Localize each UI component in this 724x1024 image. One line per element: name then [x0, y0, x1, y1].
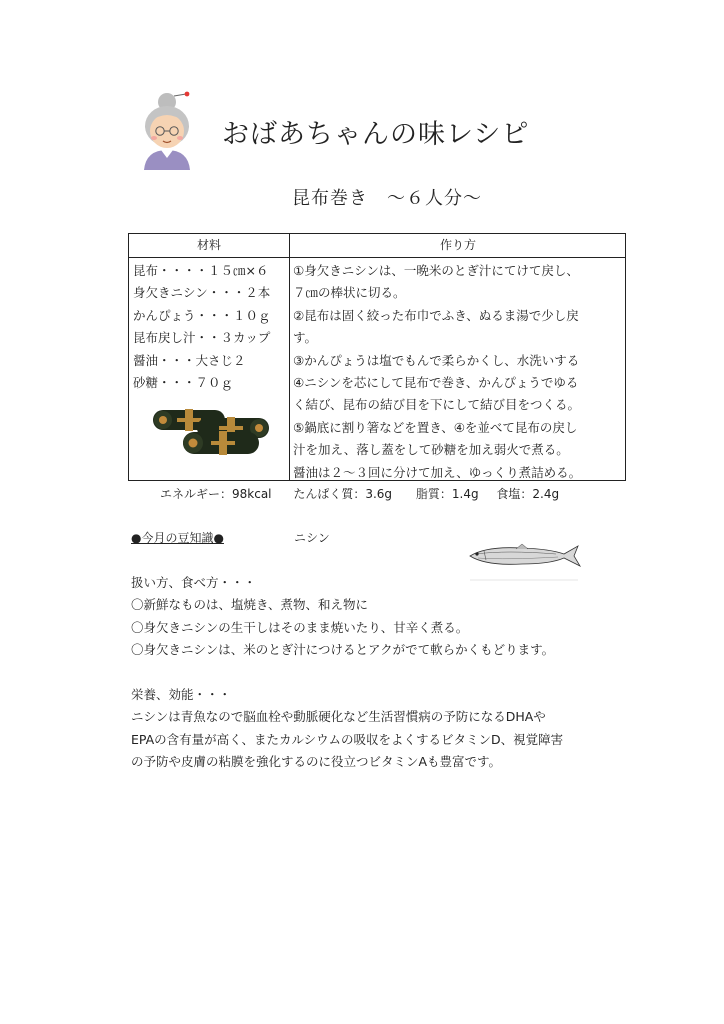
fat-value: 脂質：1.4g	[415, 487, 479, 501]
step-line: す。	[293, 330, 318, 346]
header-divider	[129, 257, 625, 258]
step-line: 醤油は２～３回に分けて加え、ゆっくり煮詰める。	[293, 464, 582, 480]
ingredient-item: 身欠きニシン・・・２本	[133, 285, 271, 301]
handling-line: 〇新鮮なものは、塩焼き、煮物、和え物に	[131, 597, 369, 613]
recipe-subtitle: 昆布巻き ～６人分～	[292, 188, 482, 209]
salt-value: 食塩：2.4g	[496, 487, 560, 501]
ingredient-item: かんぴょう・・・１０ｇ	[133, 307, 271, 323]
step-line: く結び、昆布の結び目を下にして結び目をつくる。	[293, 397, 581, 413]
konbu-maki-illustration	[149, 404, 274, 460]
step-line: ④ニシンを芯にして昆布で巻き、かんぴょうでゆる	[293, 375, 579, 391]
nutrition-facts	[160, 485, 559, 502]
handling-section	[131, 572, 554, 662]
ingredient-item: 昆布・・・・１５㎝×６	[133, 263, 269, 278]
steps-header: 作り方	[439, 238, 476, 252]
trivia-topic: ニシン	[294, 531, 330, 545]
nutrition-heading: 栄養、効能・・・	[131, 687, 232, 702]
handling-heading: 扱い方、食べ方・・・	[131, 575, 257, 590]
steps-list	[293, 260, 581, 484]
step-line: ②昆布は固く絞った布巾でふき、ぬるま湯で少し戻	[293, 307, 579, 323]
protein-value: たんぱく質：3.6g	[293, 487, 393, 501]
ingredients-header: 材料	[196, 238, 221, 252]
step-line: ⑤鍋底に割り箸などを置き、④を並べて昆布の戻し	[293, 419, 578, 435]
handling-line: 〇身欠きニシンの生干しはそのまま焼いたり、甘辛く煮る。	[131, 619, 469, 635]
ingredients-list	[133, 260, 271, 394]
nutrition-line: EPAの含有量が高く、またカルシウムの吸収をよくするビタミンD、視覚障害	[131, 731, 564, 747]
ingredient-item: 昆布戻し汁・・３カップ	[133, 330, 271, 346]
trivia-heading: ●今月の豆知識●	[131, 531, 224, 545]
step-line: ①身欠きニシンは、一晩米のとぎ汁にてけて戻し、	[293, 263, 579, 278]
column-divider	[289, 234, 290, 480]
grandmother-icon	[134, 90, 200, 170]
energy-value: エネルギー：98kcal	[160, 487, 272, 501]
nutrition-section	[131, 684, 563, 774]
handling-line: 〇身欠きニシンは、米のとぎ汁につけるとアクがでて軟らかくもどります。	[131, 642, 555, 658]
ingredient-item: 醤油・・・大さじ２	[133, 352, 246, 368]
page-title: おばあちゃんの味レシピ	[222, 119, 530, 150]
recipe-table	[128, 233, 626, 481]
nutrition-line: ニシンは青魚なので脳血栓や動脈硬化など生活習慣病の予防になるDHAや	[131, 709, 546, 725]
ingredient-item: 砂糖・・・７０ｇ	[133, 375, 234, 391]
step-line: ③かんぴょうは塩でもんで柔らかくし、水洗いする	[293, 352, 580, 368]
step-line: 汁を加え、落し蓋をして砂糖を加え弱火で煮る。	[293, 442, 569, 458]
nutrition-line: の予防や皮膚の粘膜を強化するのに役立つビタミンAも豊富です。	[131, 754, 502, 770]
step-line: ７㎝の棒状に切る。	[293, 285, 406, 301]
